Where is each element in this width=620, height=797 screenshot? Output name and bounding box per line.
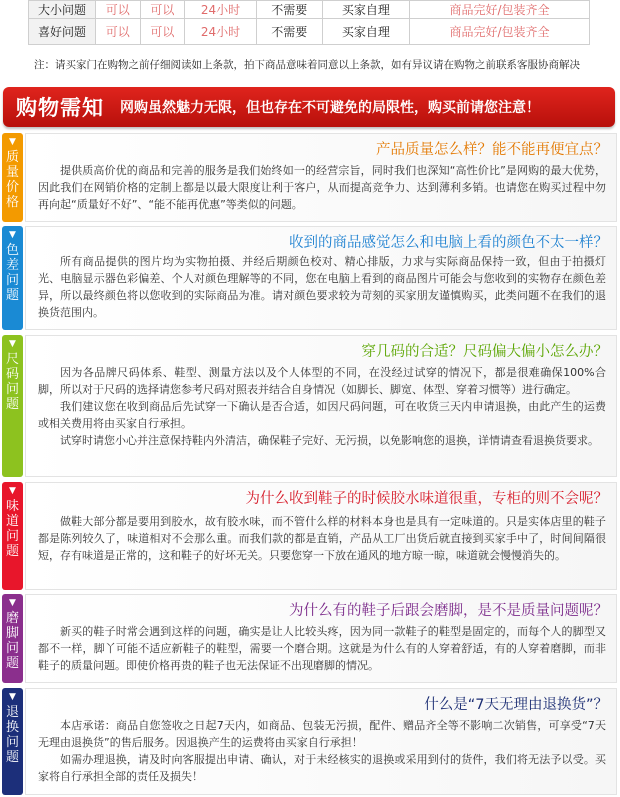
section-tab [2,133,23,222]
section-panel [25,688,617,795]
table-cell: 买家自理 [322,19,409,45]
row-label: 大小问题 [29,1,96,19]
section-paragraph: 所有商品提供的图片均为实物拍摄、并经后期颜色校对、精心排版，力求与实际商品保持一致，但由于拍摄灯光、电脑显示器色彩偏差、个人对颜色理解等的不同，您在电脑上看到的商品图片可能会与您收到的实物存在颜色差异，所以最终颜色将以您收到的实际商品为准。请对颜色要求较为苛刻的买家朋友谨慎购买，此类问题不在我们的退换货范围内。 [38,255,606,319]
return-policy-table [28,0,590,45]
section-panel [25,335,617,477]
table-cell: 24小时 [185,1,257,19]
shopping-notice-banner [3,87,615,127]
section-tab [2,335,23,477]
table-cell: 商品完好/包装齐全 [410,19,590,45]
row-label: 喜好问题 [29,19,96,45]
section-tab-label: 味道问题 [5,499,19,559]
section-tab-label: 质量价格 [5,150,19,210]
table-row [29,19,590,45]
arrow-down-icon: ▼ [9,486,16,496]
section-tab-label: 退换问题 [5,705,19,765]
table-cell: 商品完好/包装齐全 [410,1,590,19]
section-body [38,717,606,785]
table-cell: 不需要 [256,19,322,45]
section-tab [2,594,23,683]
section-paragraph: 试穿时请您小心并注意保持鞋内外清洁，确保鞋子完好、无污损，以免影响您的退换，详情请查看退换货要求。 [60,434,599,447]
table-row [29,1,590,19]
section-quality-price [0,133,620,222]
table-cell: 不需要 [256,1,322,19]
section-body [38,162,606,213]
section-panel [25,226,617,330]
table-cell: 可以 [140,1,185,19]
policy-note: 注：请买家门在购物之前仔细阅读如上条款，拍下商品意味着同意以上条款，如有异议请在购物之前联系客服协商解决 [34,59,580,71]
section-question: 穿几码的合适？尺码偏大偏小怎么办？ [361,344,608,360]
section-paragraph: 提供质高价优的商品和完善的服务是我们始终如一的经营宗旨，同时我们也深知“高性价比”是网购的最大优势，因此我们在网销价格的定制上都是以最大限度让利于客户，从而提高竞争力、达到薄利多销。也请您在购买过程中勿再向起“质量好不好”、“能不能再优惠”等类似的问题。 [38,164,606,211]
section-body [38,253,606,321]
section-tab-label: 尺码问题 [5,352,19,412]
section-size [0,335,620,477]
section-paragraph: 因为各品牌尺码体系、鞋型、测量方法以及个人体型的不同，在没经过试穿的情况下，都是很难确保100%合脚，所以对于尺码的选择请您参考尺码对照表并结合自身情况（如脚长、脚宽、体型、穿着习惯等）进行确定。 [38,366,606,396]
section-question: 什么是“7天无理由退换货”？ [424,697,608,713]
table-cell: 可以 [96,1,141,19]
arrow-down-icon: ▼ [9,230,16,240]
section-question: 产品质量怎么样？能不能再便宜点？ [376,142,608,158]
section-paragraph: 本店承诺：商品自您签收之日起7天内，如商品、包装无污损，配件、赠品齐全等不影响二次销售，可享受“7天无理由退换货”的售后服务。因退换产生的运费将由买家自行承担！ [38,719,606,749]
section-tab [2,482,23,590]
section-panel [25,482,617,590]
arrow-down-icon: ▼ [9,339,16,349]
section-tab [2,688,23,795]
section-tab-label: 色差问题 [5,243,19,303]
table-cell: 买家自理 [322,1,409,19]
section-body [38,364,606,449]
section-body [38,623,606,674]
section-body [38,513,606,564]
section-paragraph: 做鞋大部分都是要用到胶水，故有胶水味，而不管什么样的材料本身也是具有一定味道的。只是实体店里的鞋子都是陈列较久了，味道相对不会那么重。而我们款的都是直销，产品从工厂出货后就直接到买家手中了，时间间隔很短，存有味道是正常的，这和鞋子的好坏无关。只要您穿一下放在通风的地方晾一晾，味道就会慢慢消失的。 [38,515,606,562]
table-cell: 24小时 [185,19,257,45]
arrow-down-icon: ▼ [9,137,16,147]
section-paragraph: 如需办理退换，请及时向客服提出申请、确认，对于未经核实的退换或采用到付的货件，我们将无法予以受。买家将自行承担全部的责任及损失！ [38,753,606,783]
section-question: 为什么收到鞋子的时候胶水味道很重，专柜的则不会呢？ [245,491,608,507]
banner-subtitle: 网购虽然魅力无限，但也存在不可避免的局限性，购买前请您注意！ [120,100,540,116]
section-question: 收到的商品感觉怎么和电脑上看的颜色不太一样？ [289,235,608,251]
section-tab-label: 磨脚问题 [5,611,19,671]
section-color-difference [0,226,620,330]
section-paragraph: 我们建议您在收到商品后先试穿一下确认是否合适，如因尺码问题，可在收货三天内申请退换，由此产生的运费或相关费用将由买家自行承担。 [38,400,606,430]
section-panel [25,594,617,683]
table-cell: 可以 [96,19,141,45]
section-paragraph: 新买的鞋子时常会遇到这样的问题，确实是让人比较头疼，因为同一款鞋子的鞋型是固定的，而每个人的脚型又都不一样，脚丫可能不适应新鞋子的鞋型，需要一个磨合期。这就是为什么有的人穿着舒适，有的人穿着磨脚，而非鞋子的质量问题。即使价格再贵的鞋子也无法保证不出现磨脚的情况。 [38,625,606,672]
arrow-down-icon: ▼ [9,692,16,702]
section-tab [2,226,23,330]
section-returns [0,688,620,795]
arrow-down-icon: ▼ [9,598,16,608]
section-panel [25,133,617,222]
table-cell: 可以 [140,19,185,45]
section-heel-rubbing [0,594,620,683]
section-odor [0,482,620,590]
section-question: 为什么有的鞋子后跟会磨脚，是不是质量问题呢？ [289,603,608,619]
banner-title: 购物需知 [16,96,104,120]
